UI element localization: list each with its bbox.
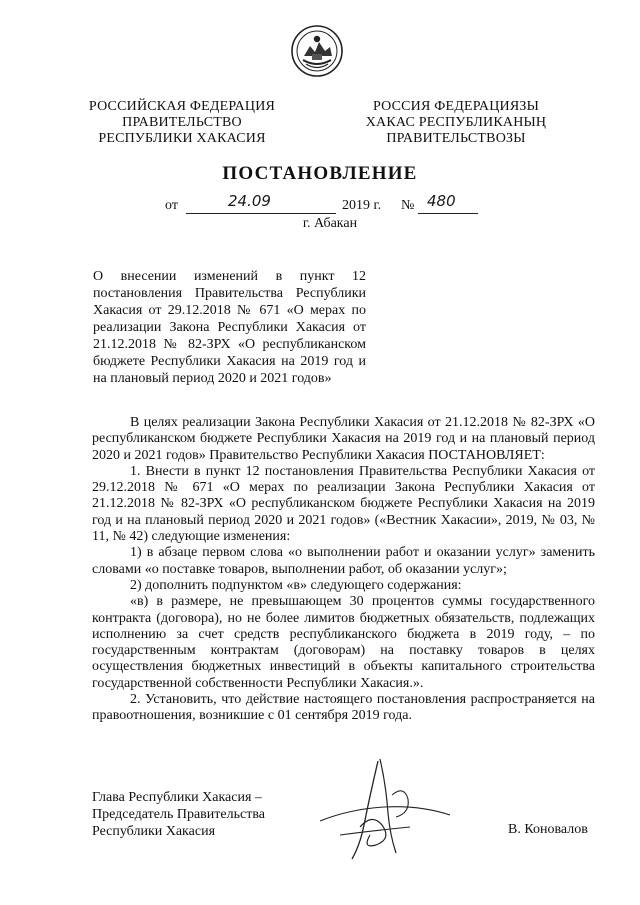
header-right-line-1: РОССИЯ ФЕДЕРАЦИЯЗЫ (372, 99, 540, 114)
header-left-line-3: РЕСПУБЛИКИ ХАКАСИЯ (98, 131, 266, 146)
header-right-block (356, 99, 556, 147)
number-underline (418, 213, 478, 214)
number-label: № (401, 198, 415, 213)
document-subject (93, 268, 366, 387)
signatory-name: В. Коновалов (508, 822, 588, 837)
date-underline (186, 213, 336, 214)
header-left-block (82, 99, 282, 147)
coat-of-arms-icon (290, 24, 344, 78)
date-from-label: от (165, 198, 178, 213)
signatory-line-2: Председатель Правительства (92, 807, 265, 822)
body-paragraph-1: В целях реализации Закона Республики Хакасия от 21.12.2018 № 82-ЗРХ «О республиканском бюджете Республики Хакасия на 2019 год и на плановый период 2020 и 2021 годов» Правительство Республики Хакасия ПОСТАНОВЛЯЕТ: (92, 415, 595, 463)
signatory-position (92, 789, 292, 840)
body-paragraph-5: «в) в размере, не превышающем 30 процентов суммы государственного контракта (договора), но не более лимитов бюджетных обязательств, подлежащих исполнению за счет средств республиканского бюджета в 2019 году, – по государственным контрактам (договорам) на поставку товаров в целях осуществления бюджетных инвестиций в объекты капитального строительства государственной собственности Республики Хакасия.». (92, 594, 595, 691)
document-body (92, 415, 595, 725)
body-paragraph-3: 1) в абзаце первом слова «о выполнении работ и оказании услуг» заменить словами «о поставке товаров, выполнении работ, об оказании услуг»; (92, 545, 595, 577)
body-paragraph-6: 2. Установить, что действие настоящего постановления распространяется на правоотношения, возникшие с 01 сентября 2019 года. (92, 692, 595, 724)
signatory-line-3: Республики Хакасия (92, 824, 216, 839)
city-label: г. Абакан (302, 216, 358, 231)
signatory-line-1: Глава Республики Хакасия – (92, 790, 262, 805)
number-handwritten: 480 (427, 192, 456, 210)
header-left-line-1: РОССИЙСКАЯ ФЕДЕРАЦИЯ (88, 99, 276, 114)
year-text: 2019 г. (342, 198, 382, 213)
body-paragraph-2: 1. Внести в пункт 12 постановления Правительства Республики Хакасия от 29.12.2018 № 671 «О мерах по реализации Закона Республики Хакасия от 21.12.2018 № 82-ЗРХ «О республиканском бюджете Республики Хакасия на 2019 год и на плановый период 2020 и 2021 годов» («Вестник Хакасии», 2019, № 03, № 11, № 42) следующие изменения: (92, 463, 595, 545)
date-handwritten: 24.09 (228, 192, 271, 210)
body-paragraph-4: 2) дополнить подпунктом «в» следующего содержания: (130, 577, 462, 593)
header-right-line-3: ПРАВИТЕЛЬСТВОЗЫ (386, 131, 526, 146)
document-title: ПОСТАНОВЛЕНИЕ (222, 163, 418, 184)
date-number-line (0, 192, 640, 217)
header-right-line-2: ХАКАС РЕСПУБЛИКАНЫҢ (365, 115, 547, 130)
handwritten-signature (300, 755, 480, 865)
header-left-line-2: ПРАВИТЕЛЬСТВО (122, 115, 242, 130)
subject-text: О внесении изменений в пункт 12 постановления Правительства Республики Хакасия от 29.12.2018 № 671 «О мерах по реализации Закона Республики Хакасия от 21.12.2018 № 82-ЗРХ «О республиканском бюджете Республики Хакасия на 2019 год и на плановый период 2020 и 2021 годов» (93, 269, 366, 386)
